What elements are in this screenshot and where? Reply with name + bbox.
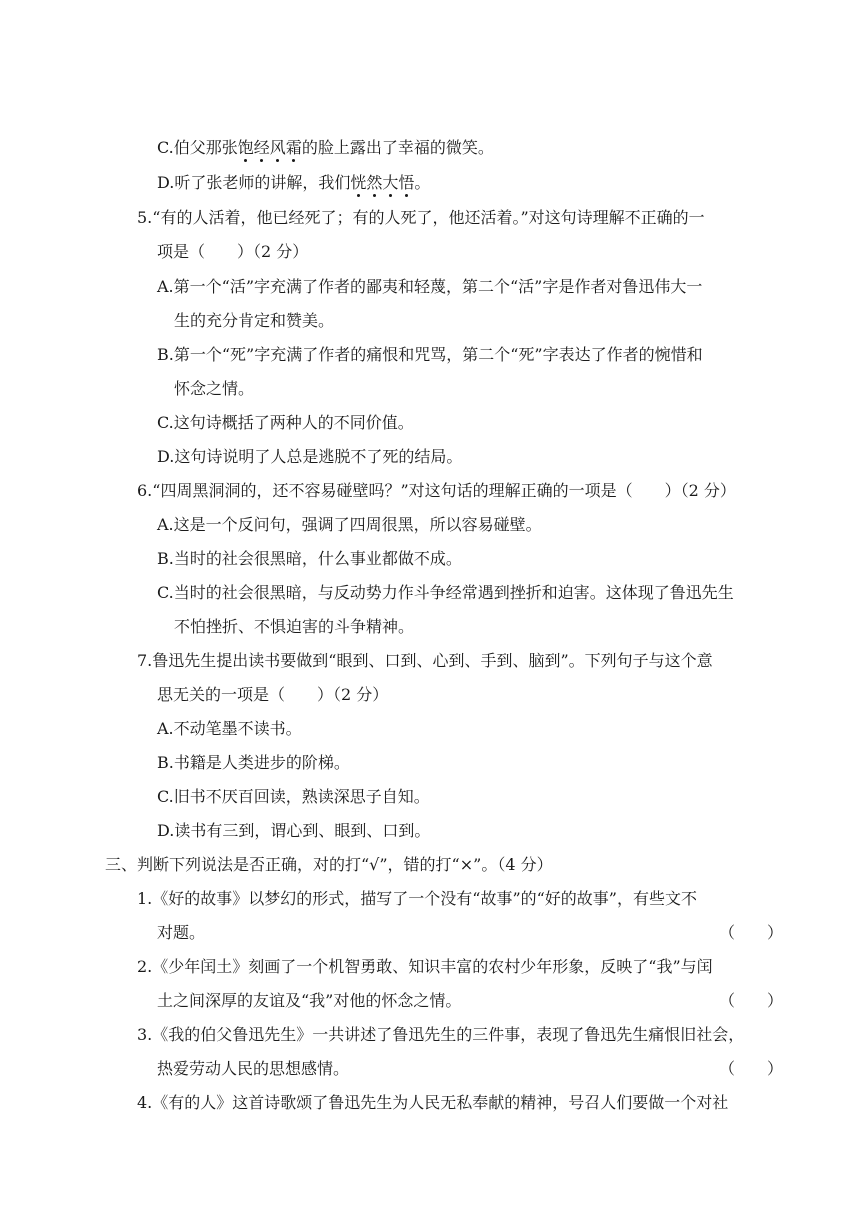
- q5-option-b-line1: B.第一个“死”字充满了作者的痛恨和咒骂，第二个“死”字表达了作者的惋惜和: [157, 345, 703, 364]
- q5-option-a-line2: 生的充分肯定和赞美。: [174, 311, 335, 330]
- q7-stem-line1: 7.鲁迅先生提出读书要做到“眼到、口到、心到、手到、脑到”。下列句子与这个意: [137, 651, 713, 670]
- s3-item1-answer-paren[interactable]: （ ）: [719, 923, 784, 942]
- q4-option-d-before: D.听了张老师的讲解，我们: [157, 173, 351, 192]
- q4-option-d-after: 。: [414, 173, 431, 192]
- s3-item2-line1: 2.《少年闰土》刻画了一个机智勇敢、知识丰富的农村少年形象，反映了“我”与闰: [137, 957, 713, 976]
- q4-option-d: [157, 173, 430, 193]
- section3-heading: 三、判断下列说法是否正确，对的打“√”，错的打“×”。（4 分）: [105, 855, 553, 874]
- q5-option-d: D.这句诗说明了人总是逃脱不了死的结局。: [157, 447, 463, 466]
- q6-stem: 6.“四周黑洞洞的，还不容易碰壁吗？”对这句话的理解正确的一项是（ ）（2 分）: [137, 481, 736, 500]
- s3-item3-line2: 热爱劳动人民的思想感情。: [157, 1059, 350, 1078]
- q4-option-c-after: 的脸上露出了幸福的微笑。: [301, 138, 494, 157]
- q5-stem-line2: 项是（ ）（2 分）: [157, 242, 309, 261]
- q5-option-c: C.这句诗概括了两种人的不同价值。: [157, 413, 414, 432]
- q7-option-c: C.旧书不厌百回读，熟读深思子自知。: [157, 787, 430, 806]
- s3-item1-line2: 对题。: [157, 923, 206, 942]
- s3-item2-line2: 土之间深厚的友谊及“我”对他的怀念之情。: [157, 991, 462, 1010]
- s3-item1-line1: 1.《好的故事》以梦幻的形式，描写了一个没有“故事”的“好的故事”，有些文不: [137, 889, 697, 908]
- q4-option-c-dotted: 饱经风霜: [237, 138, 302, 157]
- q4-option-c-before: C.伯父那张: [157, 138, 238, 157]
- q6-option-c-line1: C.当时的社会很黑暗，与反动势力作斗争经常遇到挫折和迫害。这体现了鲁迅先生: [157, 583, 734, 602]
- q7-option-b: B.书籍是人类进步的阶梯。: [157, 753, 350, 772]
- q4-option-d-dotted: 恍然大悟: [350, 173, 415, 192]
- q4-option-c: [157, 138, 494, 158]
- s3-item3-answer-paren[interactable]: （ ）: [719, 1059, 784, 1078]
- q5-stem-line1: 5.“有的人活着，他已经死了；有的人死了，他还活着。”对这句诗理解不正确的一: [137, 208, 705, 227]
- q5-option-b-line2: 怀念之情。: [174, 379, 255, 398]
- q5-option-a-line1: A.第一个“活”字充满了作者的鄙夷和轻蔑，第二个“活”字是作者对鲁迅伟大一: [157, 277, 703, 296]
- q7-option-d: D.读书有三到，谓心到、眼到、口到。: [157, 821, 431, 840]
- q6-option-a: A.这是一个反问句，强调了四周很黑，所以容易碰壁。: [157, 515, 542, 534]
- q7-option-a: A.不动笔墨不读书。: [157, 719, 302, 738]
- q7-stem-line2: 思无关的一项是（ ）（2 分）: [157, 685, 389, 704]
- q6-option-b: B.当时的社会很黑暗，什么事业都做不成。: [157, 549, 462, 568]
- s3-item3-line1: 3.《我的伯父鲁迅先生》一共讲述了鲁迅先生的三件事，表现了鲁迅先生痛恨旧社会，: [137, 1025, 745, 1044]
- s3-item2-answer-paren[interactable]: （ ）: [719, 991, 784, 1010]
- q6-option-c-line2: 不怕挫折、不惧迫害的斗争精神。: [174, 617, 415, 636]
- s3-item4-line1: 4.《有的人》这首诗歌颂了鲁迅先生为人民无私奉献的精神，号召人们要做一个对社: [137, 1093, 729, 1112]
